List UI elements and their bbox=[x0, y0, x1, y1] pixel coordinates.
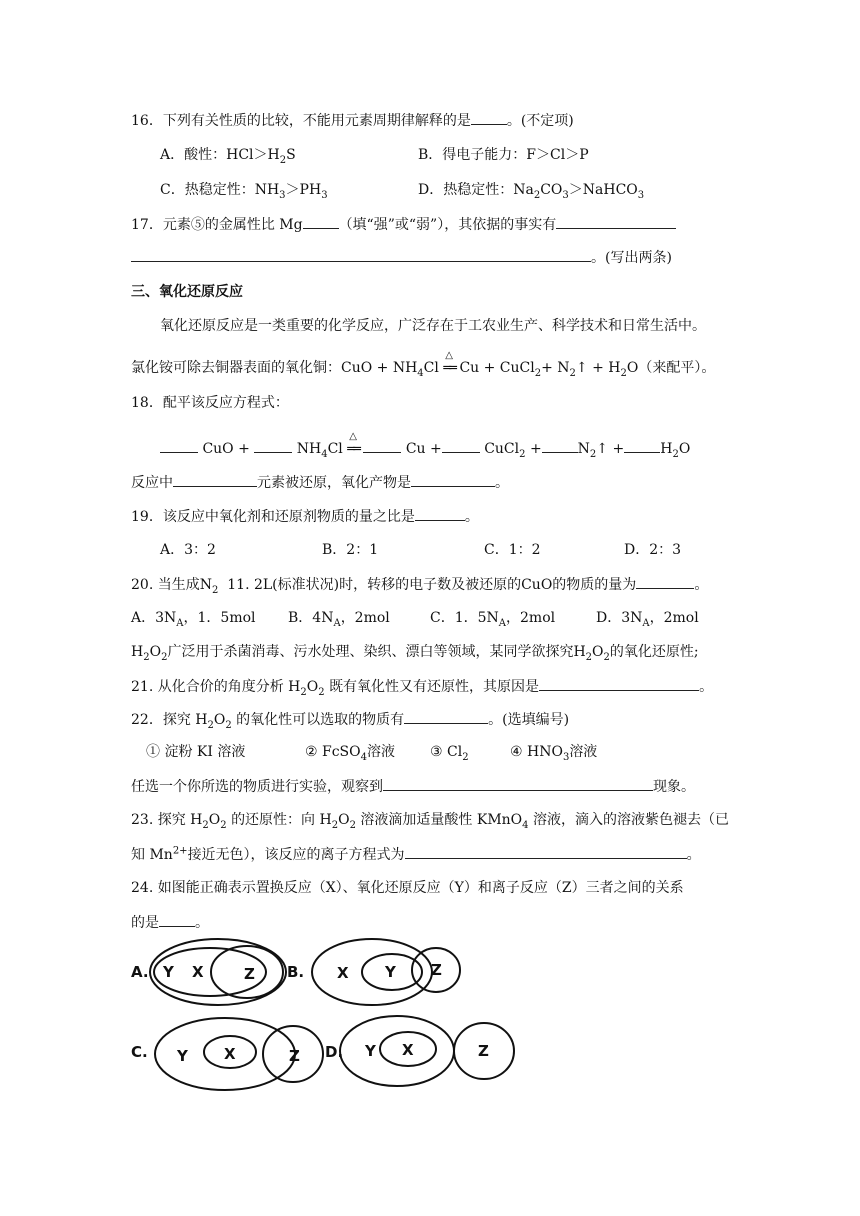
section3-intro: 氧化还原反应是一类重要的化学反应，广泛存在于工农业生产、科学技术和日常生活中。 bbox=[160, 318, 706, 334]
diagram-c-y: Y bbox=[177, 1047, 188, 1065]
q16-option-a[interactable]: A．酸性：$HCl>H_2S$ bbox=[160, 147, 296, 166]
q16-option-d[interactable]: D．热稳定性：$Na_2CO_3>NaHCO_3$ bbox=[418, 182, 645, 201]
q24-line2: 的是 。 bbox=[131, 912, 209, 933]
q17-stem: 17．元素⑤的金属性比 Mg （填“强”或“弱”），其依据的事实有 bbox=[131, 214, 676, 235]
q18-equation: CuO + $NH_4Cl$ △ ══ Cu + CuCl$_2$ + $N_2↑ + H_2O$ bbox=[160, 438, 690, 460]
q20-option-d[interactable]: D．$3N_A$，2mol bbox=[596, 610, 699, 629]
q21-stem: 21. 从化合价的角度分析 $H_2O_2$ 既有氧化性又有还原性，其原因是 。 bbox=[131, 676, 713, 697]
diagram-d-label: D. bbox=[325, 1043, 344, 1061]
q24-line1: 24. 如图能正确表示置换反应（X）、氧化还原反应（Y）和离子反应（Z）三者之间的关系 bbox=[131, 880, 684, 896]
section3-equation: 氯化铵可除去铜器表面的氧化铜：CuO + $NH_4Cl$ △ ══ Cu + CuCl$_2$+ $N_2↑ + H_2O$（来配平）。 bbox=[131, 350, 716, 379]
q23-line2: 知 $Mn^{2+}$接近无色），该反应的离子方程式为 。 bbox=[131, 845, 701, 863]
diagram-c-x: X bbox=[224, 1045, 236, 1063]
heat-condition: △ ══ bbox=[443, 350, 455, 376]
q22-line3: 任选一个你所选的物质进行实验，观察到 现象。 bbox=[131, 776, 695, 797]
diagram-c-z: Z bbox=[289, 1047, 300, 1065]
q19-option-c[interactable]: C．1：2 bbox=[484, 542, 541, 558]
q20-option-a[interactable]: A．$3N_A$，1．5mol bbox=[131, 610, 256, 629]
q16-stem: 16．下列有关性质的比较，不能用元素周期律解释的是 。(不定项) bbox=[131, 110, 574, 131]
diagram-a-y: Y bbox=[163, 963, 174, 981]
diagram-a-z: Z bbox=[244, 965, 255, 983]
q16-option-b[interactable]: B．得电子能力：F＞Cl＞P bbox=[418, 147, 589, 163]
section3-title: 三、氧化还原反应 bbox=[131, 284, 243, 300]
heat-condition: △ ══ bbox=[347, 431, 359, 457]
diagram-d-z: Z bbox=[478, 1042, 489, 1060]
q19-option-a[interactable]: A．3：2 bbox=[160, 542, 216, 558]
q19-option-d[interactable]: D．2：3 bbox=[624, 542, 682, 558]
q17-line2: 。(写出两条) bbox=[131, 247, 672, 268]
q22-option-3[interactable]: ③ $Cl_2$ bbox=[430, 744, 469, 763]
q22-option-2[interactable]: ② FcSO$_4$溶液 bbox=[305, 744, 395, 763]
diagram-d-x: X bbox=[402, 1041, 414, 1059]
diagram-c-label: C. bbox=[131, 1043, 148, 1061]
q20-option-b[interactable]: B．$4N_A$，2mol bbox=[288, 610, 390, 629]
q20-option-c[interactable]: C．1．$5N_A$，2mol bbox=[430, 610, 556, 629]
q18-stem: 18．配平该反应方程式： bbox=[131, 395, 289, 411]
q23-line1: 23. 探究 $H_2O_2$ 的还原性：向 $H_2O_2$ 溶液滴加适量酸性 KMnO$_4$ 溶液，滴入的溶液紫色褪去（已 bbox=[131, 812, 729, 831]
h2o2-intro: $H_2O_2$广泛用于杀菌消毒、污水处理、染织、漂白等领域，某同学欲探究$H_2O_2$的氧化还原性; bbox=[131, 644, 699, 663]
diagram-b-z: Z bbox=[431, 961, 442, 979]
diagram-b-x: X bbox=[337, 964, 349, 982]
q19-stem: 19．该反应中氧化剂和还原剂物质的量之比是 。 bbox=[131, 506, 479, 527]
q19-option-b[interactable]: B．2：1 bbox=[322, 542, 379, 558]
q16-option-c[interactable]: C．热稳定性：$NH_3>PH_3$ bbox=[160, 182, 328, 201]
diagram-a-label: A. bbox=[131, 963, 149, 981]
q22-option-1[interactable]: ① 淀粉 KI 溶液 bbox=[146, 744, 246, 760]
q22-stem: 22．探究 $H_2O_2$ 的氧化性可以选取的物质有 。(选填编号) bbox=[131, 709, 569, 730]
q18-line2: 反应中 元素被还原，氧化产物是 。 bbox=[131, 472, 509, 493]
q20-stem: 20. 当生成$N_2$ 11. 2L(标准状况)时，转移的电子数及被还原的CuO的物质的量为 。 bbox=[131, 574, 708, 595]
q22-option-4[interactable]: ④ $HNO_3$溶液 bbox=[510, 744, 598, 763]
diagram-d-y: Y bbox=[365, 1042, 376, 1060]
diagram-b-label: B. bbox=[287, 963, 305, 981]
diagram-b-y: Y bbox=[385, 963, 396, 981]
diagram-a-x: X bbox=[192, 963, 204, 981]
